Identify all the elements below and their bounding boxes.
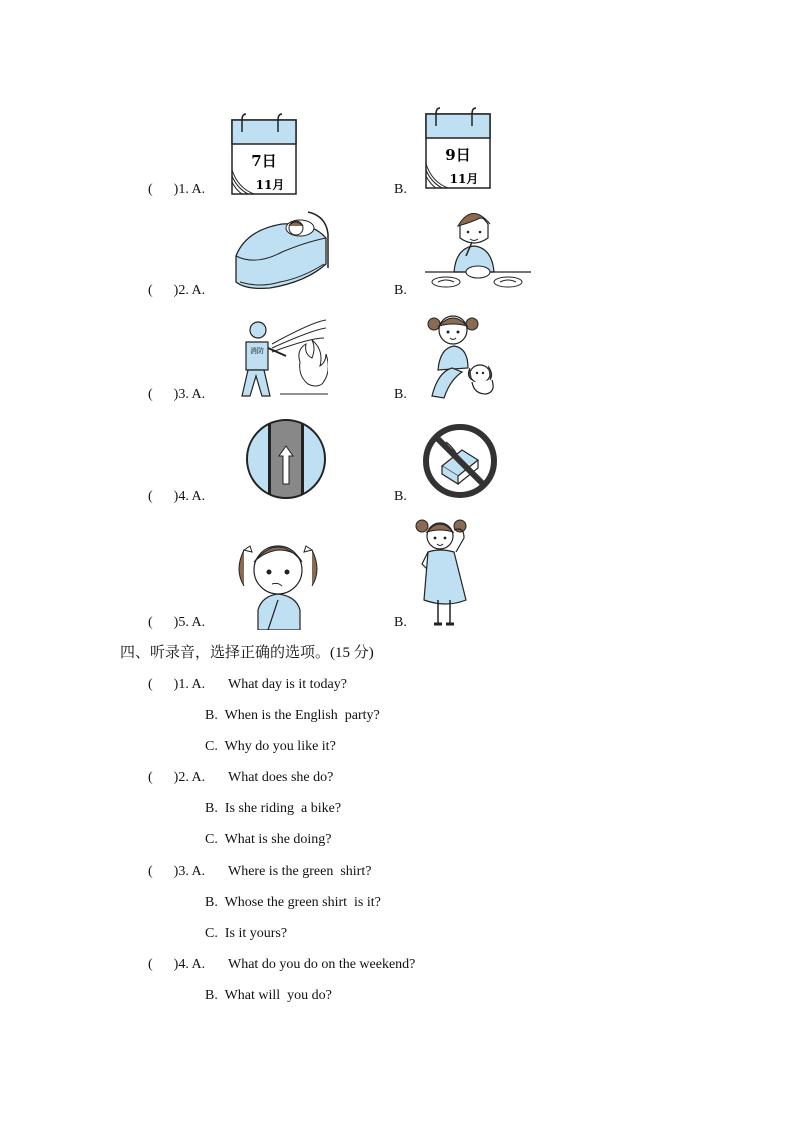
item-4-prefix: ( )4. A. (148, 489, 206, 504)
item-5-option-b: B. (394, 615, 407, 630)
item-4-option-b: B. (394, 489, 407, 504)
calendar-b-month: 11月 (449, 172, 479, 186)
q1-option-c: C. Why do you like it? (205, 739, 336, 754)
item-2-option-b: B. (394, 283, 407, 298)
calendar-a-image (228, 110, 300, 196)
item-1-option-b: B. (394, 182, 407, 197)
q4-option-a: What do you do on the weekend? (228, 957, 416, 972)
q1-prefix: ( )1. A. (148, 677, 206, 692)
q2-prefix: ( )2. A. (148, 770, 206, 785)
item-1-prefix: ( )1. A. (148, 182, 206, 197)
q2-option-b: B. Is she riding a bike? (205, 801, 342, 816)
calendar-b-day: 9日 (445, 146, 471, 164)
item-5-prefix: ( )5. A. (148, 615, 206, 630)
calendar-a-month: 11月 (255, 178, 285, 192)
girl-posing-image (414, 516, 480, 630)
firefighter-image (236, 318, 328, 402)
q4-prefix: ( )4. A. (148, 957, 206, 972)
item-3-option-b: B. (394, 387, 407, 402)
sleeping-in-bed-image (230, 206, 330, 296)
boy-eating-image (424, 206, 532, 292)
q2-option-c: C. What is she doing? (205, 832, 332, 847)
girl-with-dog-image (424, 310, 496, 402)
q3-prefix: ( )3. A. (148, 864, 206, 879)
item-3-prefix: ( )3. A. (148, 387, 206, 402)
section-4-heading: 四、听录音，选择正确的选项。(15 分) (120, 645, 374, 661)
q4-option-b: B. What will you do? (205, 988, 332, 1003)
q3-option-b: B. Whose the green shirt is it? (205, 895, 381, 910)
girl-thinking-image (232, 532, 328, 630)
firefighter-label: 消防 (250, 347, 264, 355)
q1-option-a: What day is it today? (228, 677, 347, 692)
q2-option-a: What does she do? (228, 770, 334, 785)
one-way-road-sign-image (244, 418, 328, 500)
calendar-a-day: 7日 (251, 152, 277, 170)
q3-option-a: Where is the green shirt? (228, 864, 372, 879)
no-entry-sign-image (420, 422, 500, 500)
q1-option-b: B. When is the English party? (205, 708, 380, 723)
calendar-b-image (422, 104, 494, 190)
item-2-prefix: ( )2. A. (148, 283, 206, 298)
q3-option-c: C. Is it yours? (205, 926, 288, 941)
